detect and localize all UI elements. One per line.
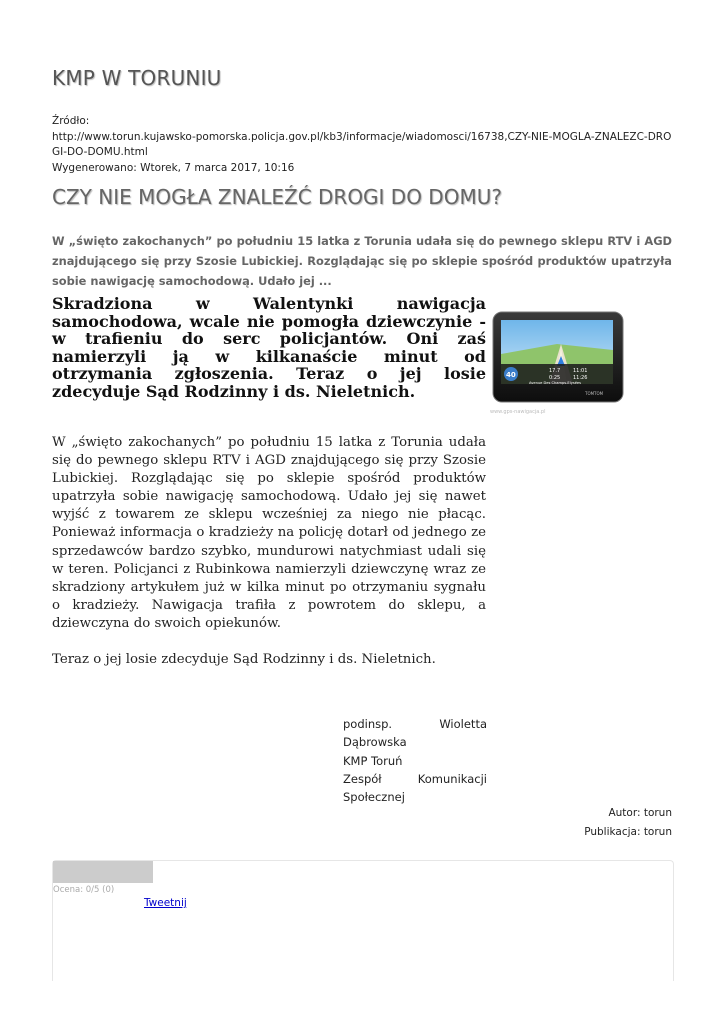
street-readout: Avenue Des Champs-Elysées <box>529 381 581 385</box>
author-credit: Autor: torun <box>608 807 672 819</box>
signature-line: Dąbrowska <box>343 735 407 750</box>
device-brand: TOMTOM <box>585 391 604 396</box>
signature-line: Społecznej <box>343 790 405 805</box>
rating-stars-bar[interactable] <box>53 861 153 883</box>
publication-credit: Publikacja: torun <box>584 825 672 838</box>
time-readout-2: 11:01 <box>573 368 588 374</box>
site-title: KMP W TORUNIU <box>52 66 222 90</box>
time-readout-3: 0:25 <box>549 375 561 381</box>
signature-line: KMP Toruń <box>343 753 403 768</box>
speed-readout: 40 <box>506 371 516 379</box>
photo-credit: www.gps-nawigacja.pl <box>490 409 546 415</box>
tweet-link[interactable]: Tweetnij <box>144 897 187 909</box>
article-title: CZY NIE MOGŁA ZNALEŹĆ DROGI DO DOMU? <box>52 185 502 209</box>
source-label: Źródło: <box>52 115 90 127</box>
article-lead: W „święto zakochanych” po południu 15 latka z Torunia udała się do pewnego sklepu RTV i AGD znajdującego się przy Szosie Lubickiej. Rozglądając się po sklepie spośród produktów upatrzyła sobie nawigację samochodową. Udało jej ... <box>52 234 672 288</box>
signature <box>343 715 487 806</box>
source-meta <box>52 114 677 176</box>
signature-line: Zespół Komunikacji <box>343 771 487 786</box>
rating-text: Ocena: 0/5 (0) <box>53 885 115 895</box>
article-paragraph: W „święto zakochanych” po południu 15 latka z Torunia udała się do pewnego sklepu RTV i AGD znajdującego się przy Szosie Lubickiej. Rozglądając się po sklepie spośród produktów upatrzyła sobie nawigację samochodową. Udało jej się nawet wyjść z towarem ze sklepu wcześniej za niego nie płacąc. Ponieważ informacja o kradzieży na policję dotarł od jednego ze sprzedawców bardzo szybko, mundurowi natychmiast udali się w teren. Policjanci z Rubinkowa namierzyli dziewczynę wraz ze skradziony artykułem już w kilka minut po otrzymaniu sygnału o kradzieży. Nawigacja trafiła z powrotem do sklepu, a dziewczyna do swoich opiekunów. <box>52 435 486 631</box>
time-readout-1: 17.7 <box>549 368 561 374</box>
gps-navigation-photo <box>489 302 629 416</box>
article-intro: Skradziona w Walentynki nawigacja samochodowa, wcale nie pomogła dziewczynie - w trafieniu do serc policjantów. Oni zaś namierzyli ją w kilkanaście minut od otrzymania zgłoszenia. Teraz o jej losie zdecyduje Sąd Rodzinny i ds. Nieletnich. <box>52 294 486 401</box>
article-body <box>52 434 486 687</box>
article-paragraph: Teraz o jej losie zdecyduje Sąd Rodzinny i ds. Nieletnich. <box>52 652 436 668</box>
time-readout-4: 11:26 <box>573 375 588 381</box>
signature-line: podinsp. Wioletta <box>343 717 487 731</box>
generated-date: Wygenerowano: Wtorek, 7 marca 2017, 10:16 <box>52 161 295 174</box>
rating-box <box>52 860 674 981</box>
credits <box>584 804 672 841</box>
source-url[interactable]: http://www.torun.kujawsko-pomorska.policja.gov.pl/kb3/informacje/wiadomosci/16738,CZY-NIE-MOGLA-ZNALEZC-DROGI-DO-DOMU.html <box>52 130 672 158</box>
